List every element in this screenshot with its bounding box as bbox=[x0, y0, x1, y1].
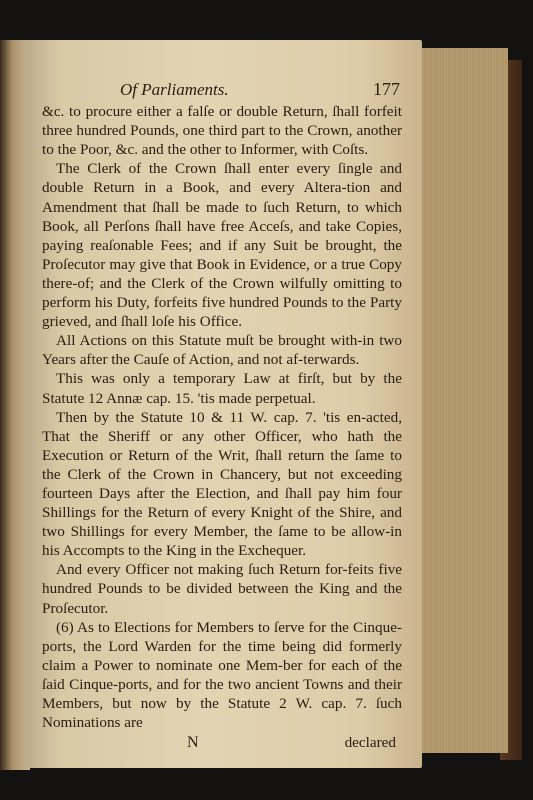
catchword: declared bbox=[344, 734, 396, 752]
paragraph-2: The Clerk of the Crown ſhall enter every ſingle and double Return in a Book, and every Altera-tion and Amendment that ſhall be made to ſuch Return, to which Book, all Perſons ſhall have free Acceſs, and take Copies, paying reaſonable Fees; and if any Suit be brought, the Proſecutor may give that Book in Evidence, or a true Copy there-of; and the Clerk of the Crown wilfully omitting to perform his Duty, forfeits five hundred Pounds to the Party grieved, and ſhall loſe his Office. bbox=[42, 160, 402, 331]
signature-mark: N bbox=[187, 734, 199, 752]
paragraph-1: &c. to procure either a falſe or double Return, ſhall forfeit three hundred Pounds, one third part to the Crown, another to the Poor, &c. and the other to Informer, with Coſts. bbox=[42, 103, 402, 159]
page-number: 177 bbox=[373, 79, 400, 99]
paragraph-4: This was only a temporary Law at firſt, but by the Statute 12 Annæ cap. 15. 'tis made perpetual. bbox=[42, 370, 402, 407]
page-block-edge bbox=[414, 48, 508, 753]
paragraph-3: All Actions on this Statute muſt be brought with-in two Years after the Cauſe of Action, and not af-terwards. bbox=[42, 332, 402, 369]
running-header bbox=[42, 80, 402, 99]
page-footer bbox=[42, 733, 402, 752]
running-title: Of Parliaments. bbox=[120, 80, 229, 99]
paragraph-5: Then by the Statute 10 & 11 W. cap. 7. 'tis en-acted, That the Sheriff or any other Officer, who hath the Execution or Return of the Writ, ſhall return the ſame to the Clerk of the Crown in Chancery, but not exceeding fourteen Days after the Election, and ſhall pay him four Shillings for the Return of every Knight of the Shire, and two Shillings for every Member, the ſame to be allow-in his Accompts to the King in the Exchequer. bbox=[42, 408, 402, 560]
paragraph-6: And every Officer not making ſuch Return for-feits five hundred Pounds to be divided between the King and the Proſecutor. bbox=[42, 561, 402, 617]
page-text bbox=[42, 80, 402, 752]
paragraph-7: (6) As to Elections for Members to ſerve for the Cinque-ports, the Lord Warden for the time being did formerly claim a Power to nominate one Mem-ber for each of the ſaid Cinque-ports, and for the two ancient Towns and their Members, but now by the Statute 2 W. cap. 7. ſuch Nominations are bbox=[42, 618, 402, 732]
